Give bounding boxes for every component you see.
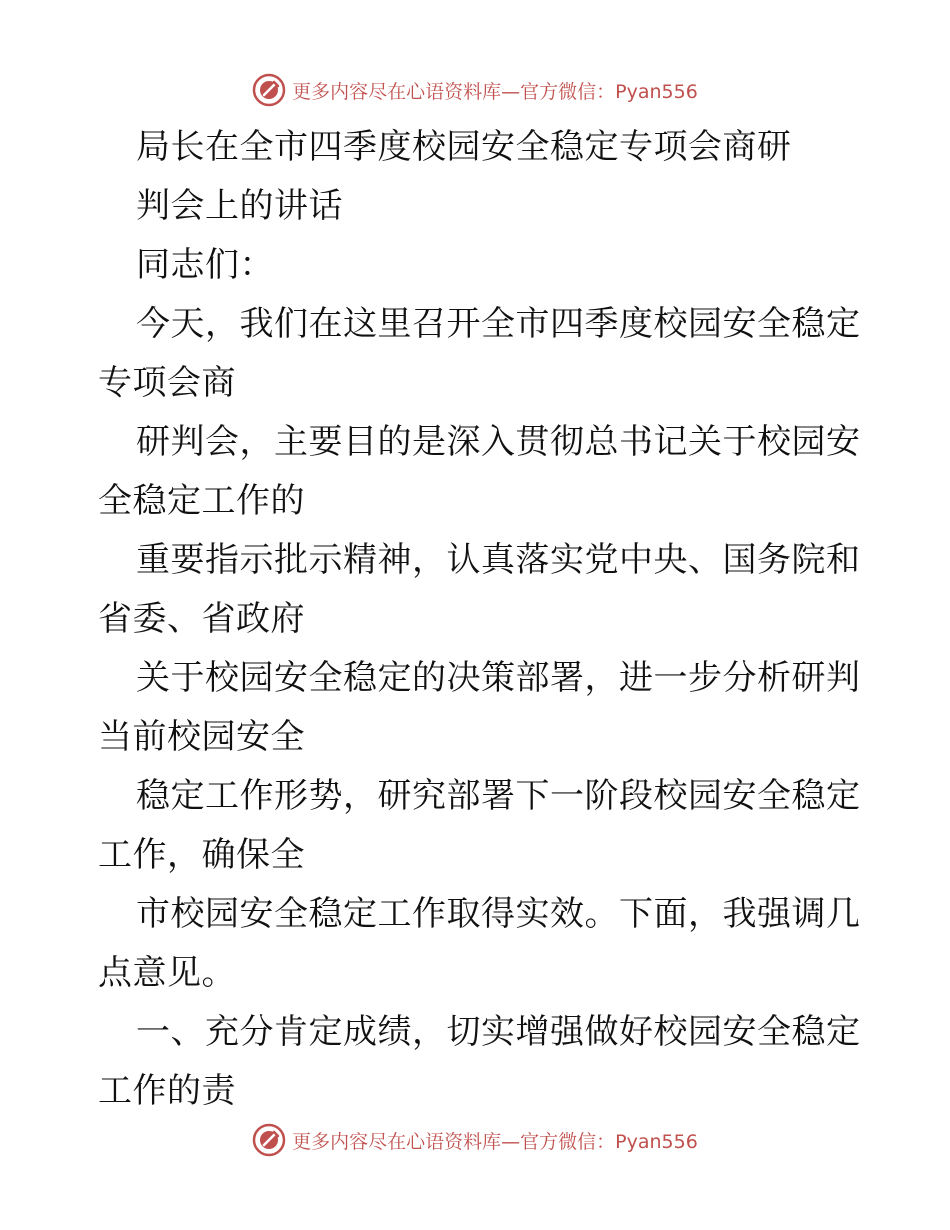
- text-line: 全稳定工作的: [98, 481, 305, 521]
- text-line: 当前校园安全: [98, 717, 305, 757]
- text-line: 省委、省政府: [98, 599, 305, 639]
- document-body: [98, 118, 861, 1121]
- text-line: 局长在全市四季度校园安全稳定专项会商研: [136, 127, 792, 167]
- text-line: 一、充分肯定成绩，切实增强做好校园安全稳定: [136, 1012, 861, 1052]
- text-line: 关于校园安全稳定的决策部署，进一步分析研判: [136, 658, 861, 698]
- logo-icon: [252, 1123, 286, 1157]
- text-line: 工作的责: [98, 1071, 236, 1111]
- logo-icon: [252, 73, 286, 107]
- text-line: 重要指示批示精神，认真落实党中央、国务院和: [136, 540, 861, 580]
- text-line: 稳定工作形势，研究部署下一阶段校园安全稳定: [136, 776, 861, 816]
- footer-watermark-banner: [0, 1120, 950, 1160]
- text-line: 点意见。: [98, 953, 236, 993]
- text-line: 工作，确保全: [98, 835, 305, 875]
- banner-text: 更多内容尽在心语资料库—官方微信：Pyan556: [292, 80, 698, 103]
- text-line: 同志们：: [136, 245, 274, 285]
- text-line: 专项会商: [98, 363, 236, 403]
- text-line: 研判会，主要目的是深入贯彻总书记关于校园安: [136, 422, 861, 462]
- banner-text: 更多内容尽在心语资料库—官方微信：Pyan556: [292, 1130, 698, 1153]
- text-line: 今天，我们在这里召开全市四季度校园安全稳定: [136, 304, 861, 344]
- header-watermark-banner: [0, 70, 950, 110]
- text-line: 市校园安全稳定工作取得实效。下面，我强调几: [136, 894, 861, 934]
- text-line: 判会上的讲话: [136, 186, 343, 226]
